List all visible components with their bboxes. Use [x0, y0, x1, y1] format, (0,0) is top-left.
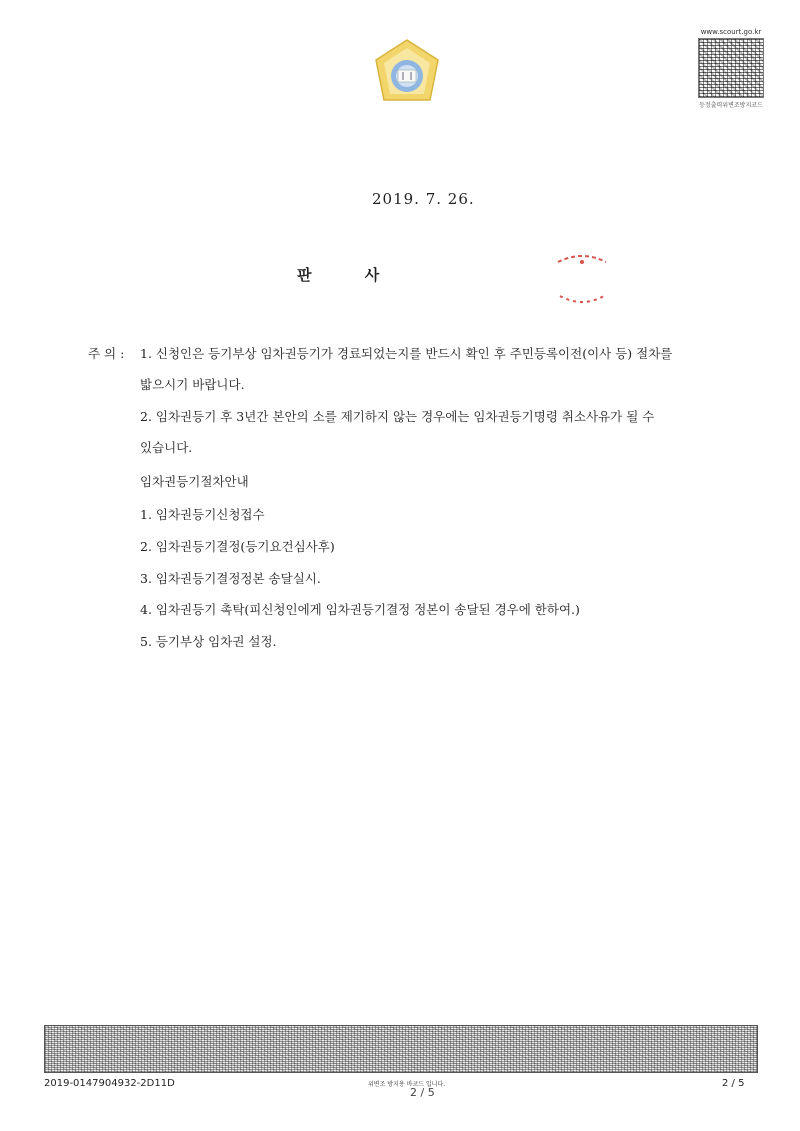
notice-label: 주 의 :: [88, 346, 125, 361]
procedure-step: 2. 임차권등기결정(등기요건심사후): [140, 539, 335, 554]
barcode-note: 위변조 방지용 바코드 입니다.: [368, 1081, 446, 1088]
red-seal-icon: [552, 248, 612, 310]
procedure-heading: 임차권등기절차안내: [140, 474, 249, 489]
document-id: 2019-0147904932-2D11D: [44, 1078, 175, 1089]
document-date: 2019. 7. 26.: [372, 190, 475, 208]
judge-label: 판 사: [297, 266, 404, 284]
qr-code-icon: [698, 38, 764, 98]
procedure-step: 4. 임차권등기 촉탁(피신청인에게 임차권등기결정 정본이 송달된 경우에 한하여.): [140, 602, 580, 617]
notice-line: 1. 신청인은 등기부상 임차권등기가 경료되었는지를 반드시 확인 후 주민등록이전(이사 등) 절차를: [140, 346, 673, 361]
page-number: 2 / 5: [722, 1078, 745, 1089]
verification-caption: 등정출력위변조방지코드: [699, 102, 763, 109]
verification-url: www.scourt.go.kr: [700, 28, 762, 36]
procedure-step: 5. 등기부상 임차권 설정.: [140, 634, 277, 649]
notice-line: 밟으시기 바랍니다.: [140, 377, 245, 392]
verification-code-block: [697, 28, 765, 109]
procedure-step: 3. 임차권등기결정정본 송달실시.: [140, 571, 321, 586]
procedure-step: 1. 임차권등기신청접수: [140, 507, 265, 522]
anti-forgery-barcode: [44, 1025, 758, 1073]
court-emblem-icon: [370, 38, 444, 112]
notice-line: 2. 임차권등기 후 3년간 본안의 소를 제기하지 않는 경우에는 임차권등기명령 취소사유가 될 수: [140, 409, 655, 424]
notice-line: 있습니다.: [140, 440, 193, 455]
page-number-center: 2 / 5: [410, 1086, 435, 1099]
